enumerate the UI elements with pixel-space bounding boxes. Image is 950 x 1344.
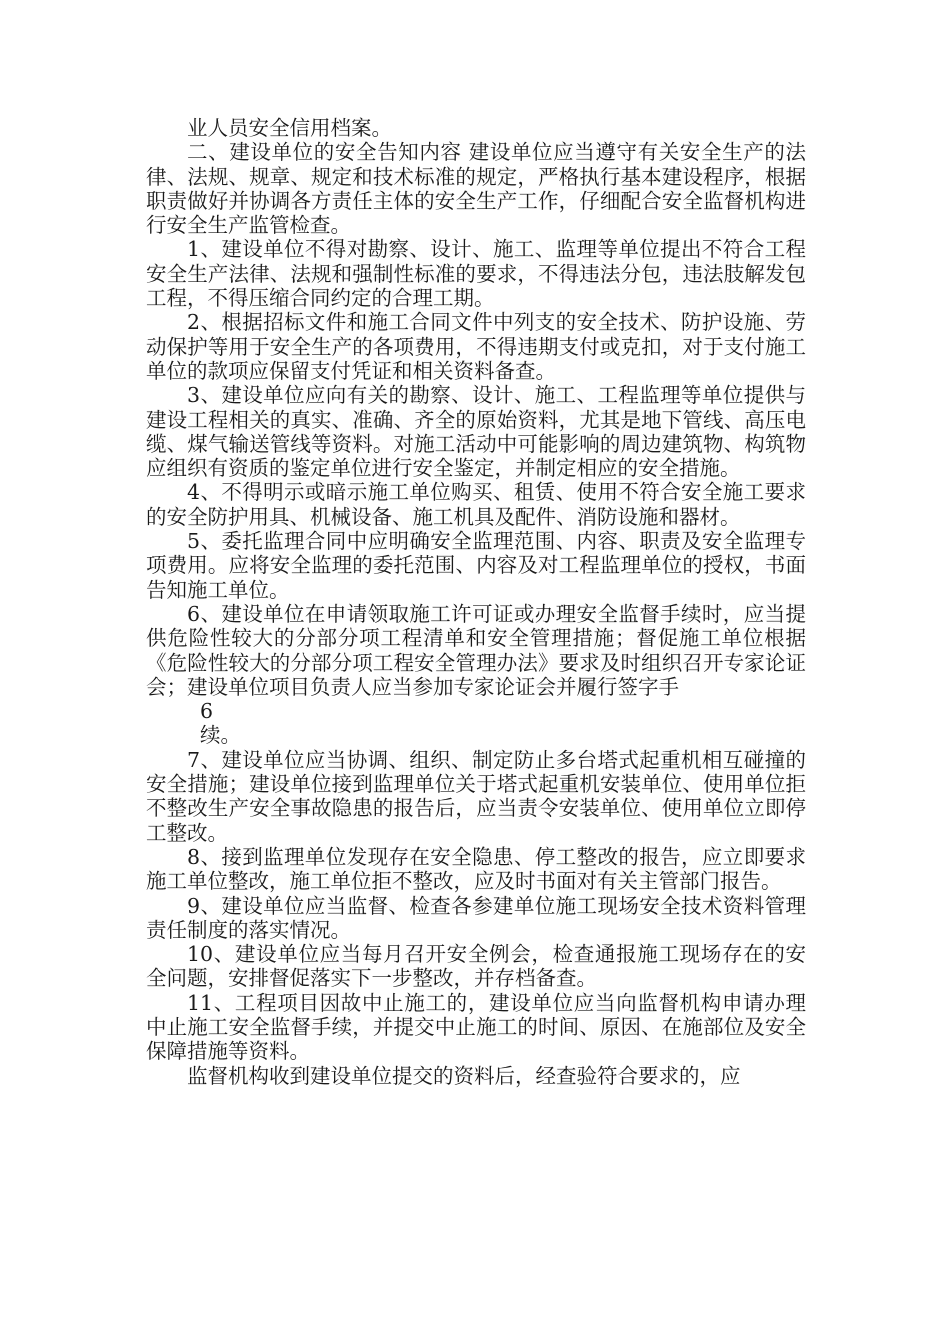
paragraph-8: 6、建设单位在申请领取施工许可证或办理安全监督手续时，应当提供危险性较大的分部分项工程清单和安全管理措施；督促施工单位根据《危险性较大的分部分项工程安全管理办法》要求及时组织召开专家论证会；建设单位项目负责人应当参加专家论证会并履行签字手 [146, 601, 806, 699]
paragraph-2: 二、建设单位的安全告知内容 建设单位应当遵守有关安全生产的法律、法规、规章、规定和技术标准的规定，严格执行基本建设程序，根据职责做好并协调各方责任主体的安全生产工作，仔细配合安全监督机构进行安全生产监管检查。 [146, 140, 806, 238]
paragraph-3: 1、建设单位不得对勘察、设计、施工、监理等单位提出不符合工程安全生产法律、法规和强制性标准的要求，不得违法分包，违法肢解发包工程，不得压缩合同约定的合理工期。 [146, 237, 806, 311]
paragraph-10: 8、接到监理单位发现存在安全隐患、停工整改的报告，应立即要求施工单位整改，施工单位拒不整改，应及时书面对有关主管部门报告。 [146, 844, 806, 894]
paragraph-7: 5、委托监理合同中应明确安全监理范围、内容、职责及安全监理专项费用。应将安全监理的委托范围、内容及对工程监理单位的授权，书面告知施工单位。 [146, 529, 806, 602]
paragraph-9: 7、建设单位应当协调、组织、制定防止多台塔式起重机相互碰撞的安全措施；建设单位接到监理单位关于塔式起重机安装单位、使用单位拒不整改生产安全事故隐患的报告后，应当责令安装单位、使用单位立即停工整改。 [146, 747, 806, 845]
paragraph-13: 11、工程项目因故中止施工的，建设单位应当向监督机构申请办理中止施工安全监督手续，并提交中止施工的时间、原因、在施部位及安全保障措施等资料。 [146, 990, 806, 1064]
continuation-text: 续。 [200, 723, 241, 748]
document-page [146, 116, 806, 1088]
paragraph-1: 业人员安全信用档案。 [187, 116, 392, 140]
paragraph-5: 3、建设单位应向有关的勘察、设计、施工、工程监理等单位提供与建设工程相关的真实、准确、齐全的原始资料，尤其是地下管线、高压电缆、煤气输送管线等资料。对施工活动中可能影响的周边建筑物、构筑物应组织有资质的鉴定单位进行安全鉴定，并制定相应的安全措施。 [146, 383, 806, 481]
paragraph-6: 4、不得明示或暗示施工单位购买、租赁、使用不符合安全施工要求的安全防护用具、机械设备、施工机具及配件、消防设施和器材。 [146, 480, 806, 529]
page-number: 6 [200, 699, 214, 724]
paragraph-4: 2、根据招标文件和施工合同文件中列支的安全技术、防护设施、劳动保护等用于安全生产的各项费用，不得违期支付或克扣，对于支付施工单位的款项应保留支付凭证和相关资料备查。 [146, 310, 806, 383]
paragraph-11: 9、建设单位应当监督、检查各参建单位施工现场安全技术资料管理责任制度的落实情况。 [146, 893, 806, 942]
paragraph-12: 10、建设单位应当每月召开安全例会，检查通报施工现场存在的安全问题，安排督促落实下一步整改，并存档备查。 [146, 942, 806, 991]
paragraph-14: 监督机构收到建设单位提交的资料后，经查验符合要求的，应 [187, 1063, 741, 1088]
